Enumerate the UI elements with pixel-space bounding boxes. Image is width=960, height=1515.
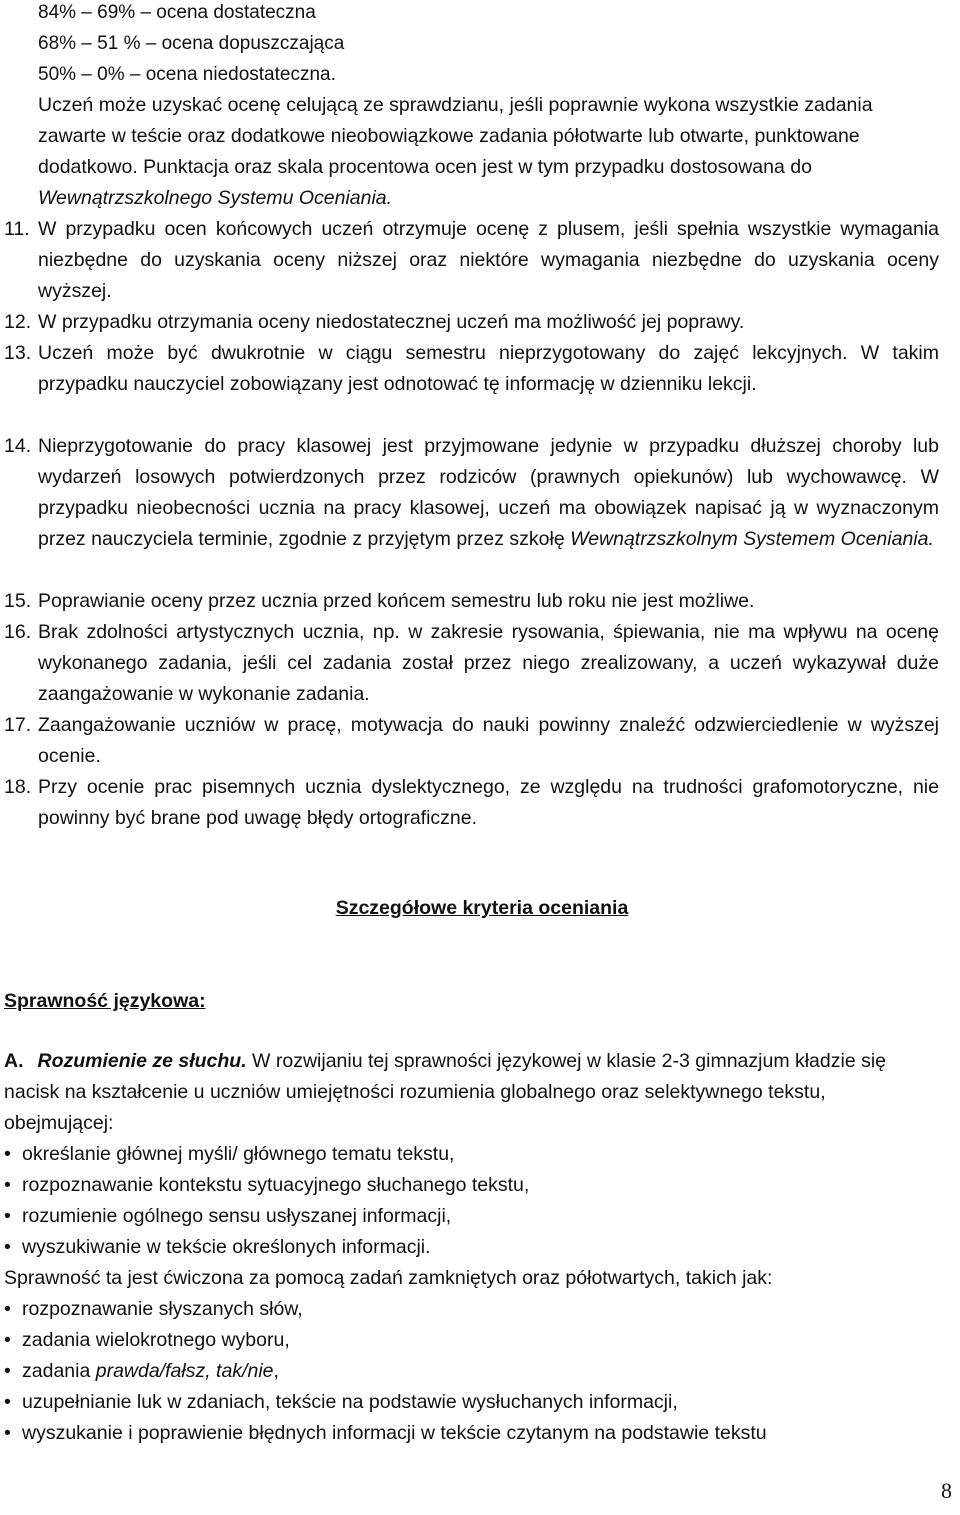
item-number: 17. — [4, 714, 32, 736]
list-item-14 — [4, 431, 939, 555]
skills-list — [4, 1139, 939, 1263]
list-item — [4, 1356, 939, 1387]
list-item — [4, 1387, 939, 1418]
exercises-intro: Sprawność ta jest ćwiczona za pomocą zadań zamkniętych oraz półotwartych, takich jak: — [4, 1267, 773, 1289]
list-item — [4, 1201, 939, 1232]
item-text: W przypadku otrzymania oceny niedostatecznej uczeń ma możliwość jej poprawy. — [38, 311, 745, 333]
exercises-list — [4, 1294, 939, 1449]
grade-scale — [38, 0, 938, 90]
item-number: 13. — [4, 342, 32, 364]
item-number: 12. — [4, 311, 32, 333]
bullet-icon: • — [4, 1298, 11, 1320]
list-item-text: zadania wielokrotnego wyboru, — [22, 1329, 290, 1351]
celujaca-paragraph — [38, 90, 936, 214]
bullet-icon: • — [4, 1422, 11, 1444]
list-item-italic: prawda/fałsz, tak/nie — [95, 1360, 274, 1382]
list-item — [4, 1170, 939, 1201]
list-item — [4, 1294, 939, 1325]
item-text: W przypadku ocen końcowych uczeń otrzymuje ocenę z plusem, jeśli spełnia wszystkie wymagania niezbędne do uzyskania oceny niższej oraz niektóre wymagania niezbędne do uzyskania oceny wyższej. — [38, 218, 939, 302]
section-letter: A. — [4, 1050, 24, 1072]
list-item-text: wyszukanie i poprawienie błędnych informacji w tekście czytanym na podstawie tekstu — [22, 1422, 767, 1444]
item-text: Brak zdolności artystycznych ucznia, np. w zakresie rysowania, śpiewania, nie ma wpływu na ocenę wykonanego zadania, jeśli cel zadania został przez niego zrealizowany, a uczeń wykazywał duże zaangażowanie w wykonanie zadania. — [38, 621, 939, 705]
list-item-text: rozpoznawanie kontekstu sytuacyjnego słuchanego tekstu, — [22, 1174, 530, 1196]
bullet-icon: • — [4, 1236, 11, 1258]
section-a-text: W rozwijaniu tej sprawności językowej w klasie 2-3 gimnazjum kładzie się nacisk na kształcenie u uczniów umiejętności rozumienia globalnego oraz selektywnego tekstu, obejmującej: — [4, 1050, 887, 1134]
bullet-icon: • — [4, 1329, 11, 1351]
bullet-icon: • — [4, 1143, 11, 1165]
section-heading: Szczegółowe kryteria oceniania — [335, 897, 629, 919]
bullet-icon: • — [4, 1174, 11, 1196]
item-text: Przy ocenie prac pisemnych ucznia dyslektycznego, ze względu na trudności grafomotoryczne, nie powinny być brane pod uwagę błędy ortograficzne. — [38, 776, 939, 829]
page-number: 8 — [941, 1478, 952, 1503]
list-item-17 — [4, 710, 939, 772]
grade-line: 50% – 0% – ocena niedostateczna. — [38, 64, 336, 85]
list-item — [4, 1418, 939, 1449]
item-number: 11. — [4, 218, 30, 240]
item-text: Zaangażowanie uczniów w pracę, motywacja do nauki powinny znaleźć odzwierciedlenie w wyższej ocenie. — [38, 714, 939, 767]
subsection-heading: Sprawność językowa: — [4, 990, 206, 1012]
list-item — [4, 1325, 939, 1356]
list-item-12 — [4, 307, 939, 338]
section-a-label — [4, 1050, 247, 1072]
item-number: 16. — [4, 621, 32, 643]
item-text: Poprawianie oceny przez ucznia przed końcem semestru lub roku nie jest możliwe. — [38, 590, 755, 612]
list-item-punct: , — [273, 1360, 279, 1382]
list-item — [4, 1232, 939, 1263]
section-a-paragraph — [4, 1046, 939, 1139]
item-text — [38, 431, 939, 555]
list-item-text: rozumienie ogólnego sensu usłyszanej informacji, — [22, 1205, 452, 1227]
list-item-text: rozpoznawanie słyszanych słów, — [22, 1298, 303, 1320]
list-item-text: zadania — [22, 1360, 96, 1382]
item-number: 15. — [4, 590, 32, 612]
list-item-18 — [4, 772, 939, 834]
list-item-11 — [4, 214, 939, 307]
list-item-text: uzupełnianie luk w zdaniach, tekście na podstawie wysłuchanych informacji, — [22, 1391, 678, 1413]
bullet-icon: • — [4, 1391, 11, 1413]
bullet-icon: • — [4, 1205, 11, 1227]
paragraph-text: Uczeń może uzyskać ocenę celującą ze sprawdzianu, jeśli poprawnie wykona wszystkie zadania zawarte w teście oraz dodatkowe nieobowiązkowe zadania półotwarte lub otwarte, punktowane dodatkowo. Punktacja oraz skala procentowa ocen jest w tym przypadku dostosowana do — [38, 94, 873, 178]
list-item-text: wyszukiwanie w tekście określonych informacji. — [22, 1236, 431, 1258]
section-title: Rozumienie ze słuchu. — [37, 1050, 247, 1072]
list-item — [4, 1139, 939, 1170]
paragraph-italic: Wewnątrzszkolnego Systemu Oceniania. — [38, 187, 393, 209]
grade-line: 68% – 51 % – ocena dopuszczająca — [38, 33, 345, 54]
item-text-main: Nieprzygotowanie do pracy klasowej jest przyjmowane jedynie w przypadku dłuższej choroby lub wydarzeń losowych potwierdzonych przez rodziców (prawnych opiekunów) lub wychowawcę. W przypadku nieobecności ucznia na pracy klasowej, uczeń ma obowiązek napisać ją w wyznaczonym przez nauczyciela terminie, zgodnie z przyjętym przez szkołę — [38, 435, 939, 550]
list-item-16 — [4, 617, 939, 710]
item-number: 14. — [4, 435, 32, 457]
item-number: 18. — [4, 776, 32, 798]
grade-line: 84% – 69% – ocena dostateczna — [38, 2, 316, 23]
item-text-italic: Wewnątrzszkolnym Systemem Oceniania. — [570, 528, 934, 550]
item-text: Uczeń może być dwukrotnie w ciągu semestru nieprzygotowany do zajęć lekcyjnych. W takim przypadku nauczyciel zobowiązany jest odnotować tę informację w dzienniku lekcji. — [38, 342, 939, 395]
list-item-15 — [4, 586, 939, 617]
bullet-icon: • — [4, 1360, 11, 1382]
list-item-text: określanie głównej myśli/ głównego tematu tekstu, — [22, 1143, 455, 1165]
list-item-13 — [4, 338, 939, 400]
